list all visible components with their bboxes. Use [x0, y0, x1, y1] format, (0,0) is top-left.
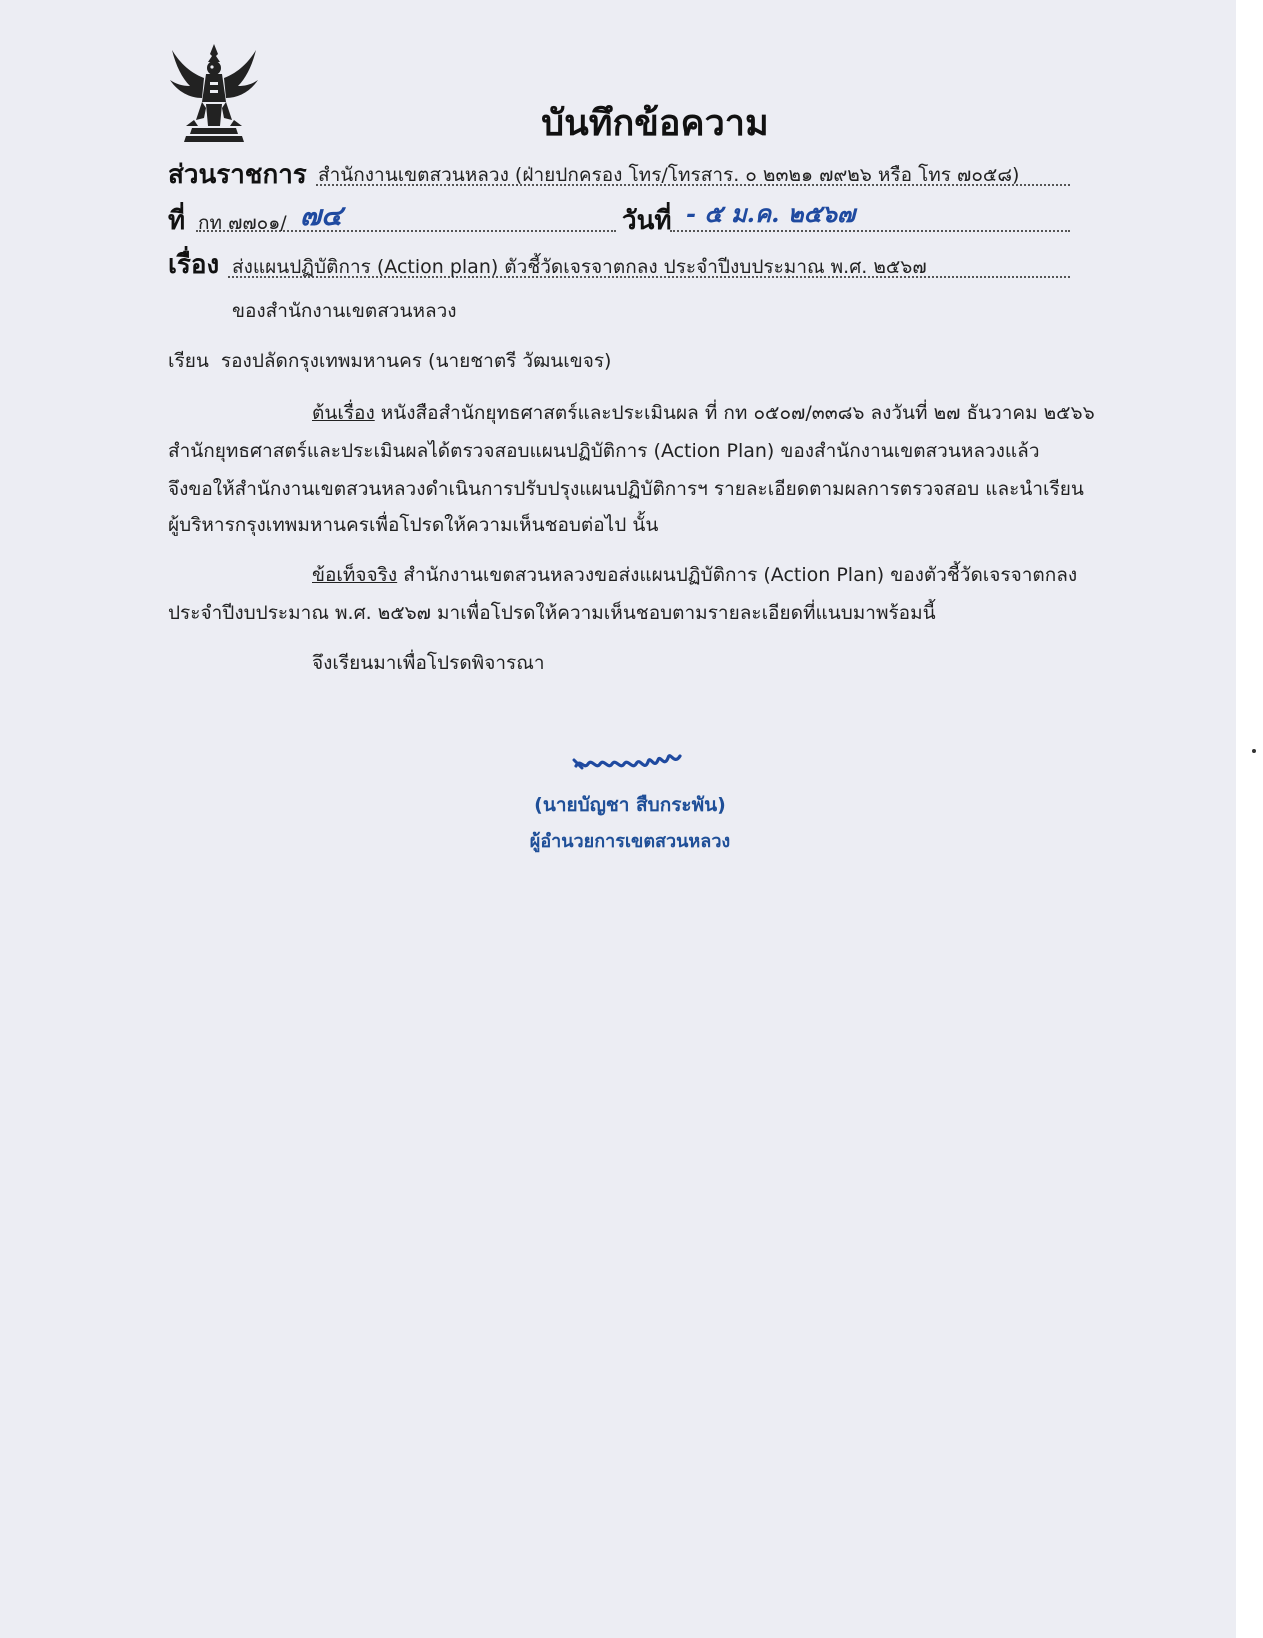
salutation [168, 346, 611, 376]
date-handwritten: - ๕ ม.ค. ๒๕๖๗ [686, 199, 856, 228]
subject-line-2: ของสำนักงานเขตสวนหลวง [232, 300, 457, 322]
date-label: วันที่ [622, 206, 672, 236]
signatory-title: ผู้อำนวยการเขตสวนหลวง [529, 831, 731, 852]
closing-line: จึงเรียนมาเพื่อโปรดพิจารณา [312, 652, 545, 674]
scan-edge [1236, 0, 1263, 1638]
handwritten-signature-icon [570, 746, 690, 776]
para2-heading: ข้อเท็จจริง [312, 564, 398, 586]
ref-handwritten-number: ๗๔ [300, 199, 343, 232]
para1-line-1: หนังสือสำนักยุทธศาสตร์และประเมินผล ที่ กท ๐๕๐๗/๓๓๘๖ ลงวันที่ ๒๗ ธันวาคม ๒๕๖๖ [380, 402, 1095, 424]
subject-line-1: ส่งแผนปฏิบัติการ (Action plan) ตัวชี้วัดเจรจาตกลง ประจำปีงบประมาณ พ.ศ. ๒๕๖๗ [232, 256, 927, 278]
para1-heading: ต้นเรื่อง [312, 402, 375, 424]
ref-label: ที่ [168, 206, 186, 236]
para2-line-1: สำนักงานเขตสวนหลวงขอส่งแผนปฏิบัติการ (Action Plan) ของตัวชี้วัดเจรจาตกลง [403, 564, 1078, 586]
para1-line-3: จึงขอให้สำนักงานเขตสวนหลวงดำเนินการปรับปรุงแผนปฏิบัติการฯ รายละเอียดตามผลการตรวจสอบ และนำเรียน [168, 478, 1084, 500]
para1-line-2: สำนักยุทธศาสตร์และประเมินผลได้ตรวจสอบแผนปฏิบัติการ (Action Plan) ของสำนักงานเขตสวนหลวงแล้ว [168, 440, 1040, 462]
salutation-label: เรียน [168, 350, 209, 372]
memo-title: บันทึกข้อความ [541, 103, 769, 144]
scan-speck [1252, 749, 1256, 753]
para1-first-line [312, 398, 1095, 428]
garuda-emblem-icon [168, 42, 260, 144]
salutation-recipient: รองปลัดกรุงเทพมหานคร (นายชาตรี วัฒนเขจร) [220, 350, 612, 372]
signature-block [460, 746, 800, 855]
signatory-name: (นายบัญชา สืบกระพัน) [534, 794, 726, 816]
ref-prefix: กท ๗๗๐๑/ [198, 212, 287, 234]
subject-label: เรื่อง [168, 250, 220, 280]
para1-line-4: ผู้บริหารกรุงเทพมหานครเพื่อโปรดให้ความเห็นชอบต่อไป นั้น [168, 514, 659, 536]
agency-label: ส่วนราชการ [168, 160, 307, 190]
para2-first-line [312, 560, 1077, 590]
agency-value: สำนักงานเขตสวนหลวง (ฝ่ายปกครอง โทร/โทรสาร. ๐ ๒๓๒๑ ๗๙๒๖ หรือ โทร ๗๐๕๘) [318, 164, 1020, 186]
para2-line-2: ประจำปีงบประมาณ พ.ศ. ๒๕๖๗ มาเพื่อโปรดให้ความเห็นชอบตามรายละเอียดที่แนบมาพร้อมนี้ [168, 602, 936, 624]
